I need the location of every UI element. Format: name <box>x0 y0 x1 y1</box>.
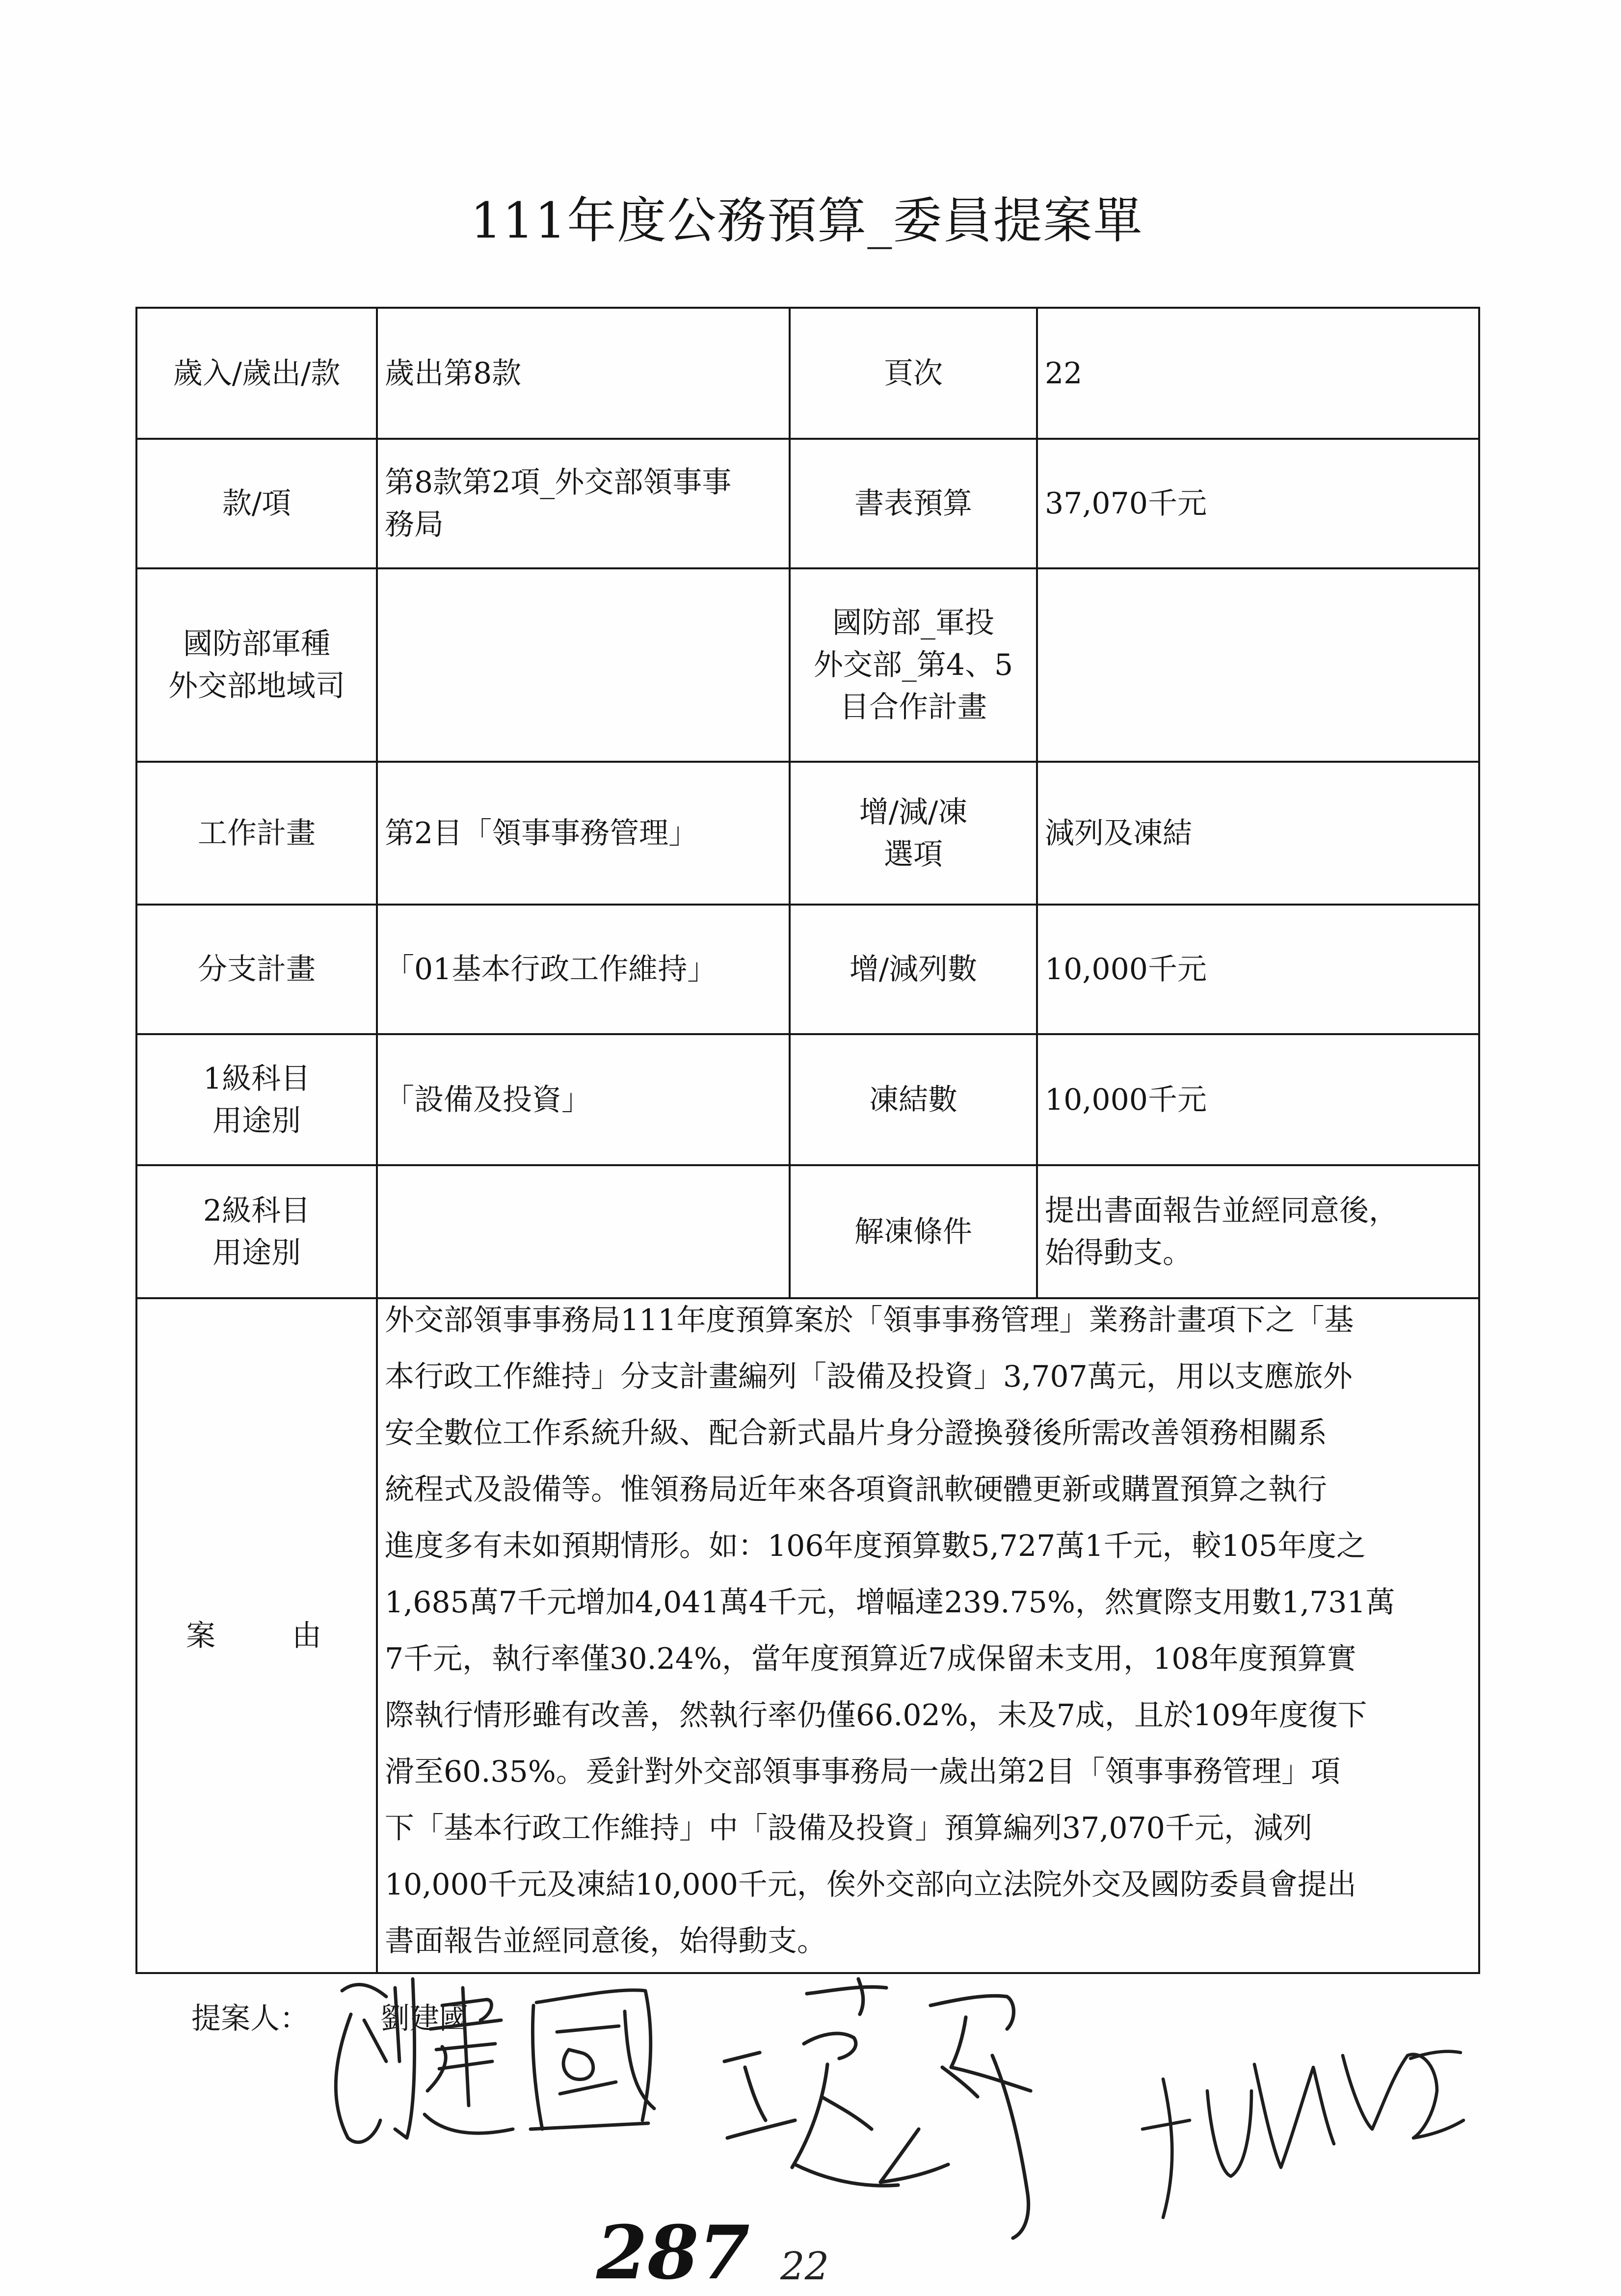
page-title: 111年度公務預算_委員提案單 <box>470 192 1143 249</box>
label-reduction-amount: 增/減列數 <box>790 905 1037 1034</box>
label-reason: 案 由 <box>136 1298 377 1973</box>
value-section-item-line: 第8款第2項_外交部領事事 <box>385 465 732 500</box>
row-work-plan <box>136 762 1479 905</box>
value-section-item <box>377 439 790 568</box>
label-branch-plan: 分支計畫 <box>136 905 377 1034</box>
label-cooperation-plan <box>790 568 1037 762</box>
value-reduction-amount: 10,000千元 <box>1037 905 1479 1034</box>
signature-3 <box>1128 2029 1475 2231</box>
label-frozen-amount: 凍結數 <box>790 1034 1037 1165</box>
label-adjust-option-line: 選項 <box>884 837 943 872</box>
label-cooperation-plan-line: 外交部_第4、5 <box>813 648 1013 682</box>
value-agency-empty <box>377 568 790 762</box>
reason-line: 統程式及設備等。惟領務局近年來各項資訊軟硬體更新或購置預算之執行 <box>385 1472 1327 1507</box>
label-level2-item-line: 2級科目 <box>203 1193 311 1228</box>
label-unfreeze-condition: 解凍條件 <box>790 1165 1037 1298</box>
label-level2-item-line: 用途別 <box>213 1235 301 1270</box>
reason-line: 7千元，執行率僅30.24%，當年度預算近7成保留未支用，108年度預算實 <box>385 1641 1356 1676</box>
label-level1-item <box>136 1034 377 1165</box>
value-frozen-amount: 10,000千元 <box>1037 1034 1479 1165</box>
signature-1 <box>314 1970 660 2176</box>
proposal-form-table <box>135 307 1480 1974</box>
value-unfreeze-condition-line: 始得動支。 <box>1045 1235 1192 1270</box>
row-budget-type <box>136 308 1479 439</box>
reason-line: 滑至60.35%。爰針對外交部領事事務局一歲出第2目「領事事務管理」項 <box>385 1754 1340 1789</box>
label-level2-item <box>136 1165 377 1298</box>
row-section-item <box>136 439 1479 568</box>
proposer-name: 劉建國 <box>380 2002 469 2036</box>
value-unfreeze-condition-line: 提出書面報告並經同意後， <box>1045 1193 1398 1228</box>
value-book-budget: 37,070千元 <box>1037 439 1479 568</box>
reason-line: 安全數位工作系統升級、配合新式晶片身分證換發後所需改善領務相關系 <box>385 1415 1327 1450</box>
label-cooperation-plan-line: 目合作計畫 <box>840 690 987 724</box>
label-agency-line: 國防部軍種 <box>183 627 330 661</box>
row-agency <box>136 568 1479 762</box>
label-adjust-option <box>790 762 1037 905</box>
value-level1-item: 「設備及投資」 <box>377 1034 790 1165</box>
reason-line: 際執行情形雖有改善，然執行率仍僅66.02%，未及7成，且於109年度復下 <box>385 1698 1367 1733</box>
label-level1-item-line: 用途別 <box>213 1103 301 1138</box>
row-reason <box>136 1298 1479 1973</box>
label-adjust-option-line: 增/減/凍 <box>859 795 968 829</box>
reason-line: 1,685萬7千元增加4,041萬4千元，增幅達239.75%，然實際支用數1,731萬 <box>385 1585 1395 1620</box>
value-cooperation-plan-empty <box>1037 568 1479 762</box>
row-level2-item <box>136 1165 1479 1298</box>
value-page-number: 22 <box>1037 308 1479 439</box>
reason-line: 進度多有未如預期情形。如：106年度預算數5,727萬1千元，較105年度之 <box>385 1528 1366 1563</box>
label-section-item: 款/項 <box>136 439 377 568</box>
label-agency-line: 外交部地域司 <box>168 669 345 703</box>
signature-2 <box>704 1970 1038 2245</box>
reason-line: 外交部領事事務局111年度預算案於「領事事務管理」業務計畫項下之「基 <box>385 1303 1354 1337</box>
label-agency <box>136 568 377 762</box>
handwritten-number: 287 <box>596 2210 750 2296</box>
proposer-label: 提案人： <box>191 2002 309 2036</box>
row-branch-plan <box>136 905 1479 1034</box>
page-number: 22 <box>780 2244 829 2289</box>
value-level2-item-empty <box>377 1165 790 1298</box>
value-section-item-line: 務局 <box>385 507 444 542</box>
reason-line: 下「基本行政工作維持」中「設備及投資」預算編列37,070千元，減列 <box>385 1811 1312 1845</box>
label-cooperation-plan-line: 國防部_軍投 <box>832 606 994 640</box>
label-page-number: 頁次 <box>790 308 1037 439</box>
reason-paragraph <box>385 1292 1471 1970</box>
label-book-budget: 書表預算 <box>790 439 1037 568</box>
row-level1-item <box>136 1034 1479 1165</box>
value-unfreeze-condition <box>1037 1165 1479 1298</box>
label-level1-item-line: 1級科目 <box>203 1061 311 1096</box>
value-branch-plan: 「01基本行政工作維持」 <box>377 905 790 1034</box>
value-budget-type: 歲出第8款 <box>377 308 790 439</box>
reason-line: 10,000千元及凍結10,000千元，俟外交部向立法院外交及國防委員會提出 <box>385 1867 1356 1902</box>
value-adjust-option: 減列及凍結 <box>1037 762 1479 905</box>
value-reason <box>377 1298 1479 1973</box>
label-budget-type: 歲入/歲出/款 <box>136 308 377 439</box>
value-work-plan: 第2目「領事事務管理」 <box>377 762 790 905</box>
reason-line: 本行政工作維持」分支計畫編列「設備及投資」3,707萬元，用以支應旅外 <box>385 1359 1353 1394</box>
label-work-plan: 工作計畫 <box>136 762 377 905</box>
reason-line: 書面報告並經同意後，始得動支。 <box>385 1923 826 1958</box>
